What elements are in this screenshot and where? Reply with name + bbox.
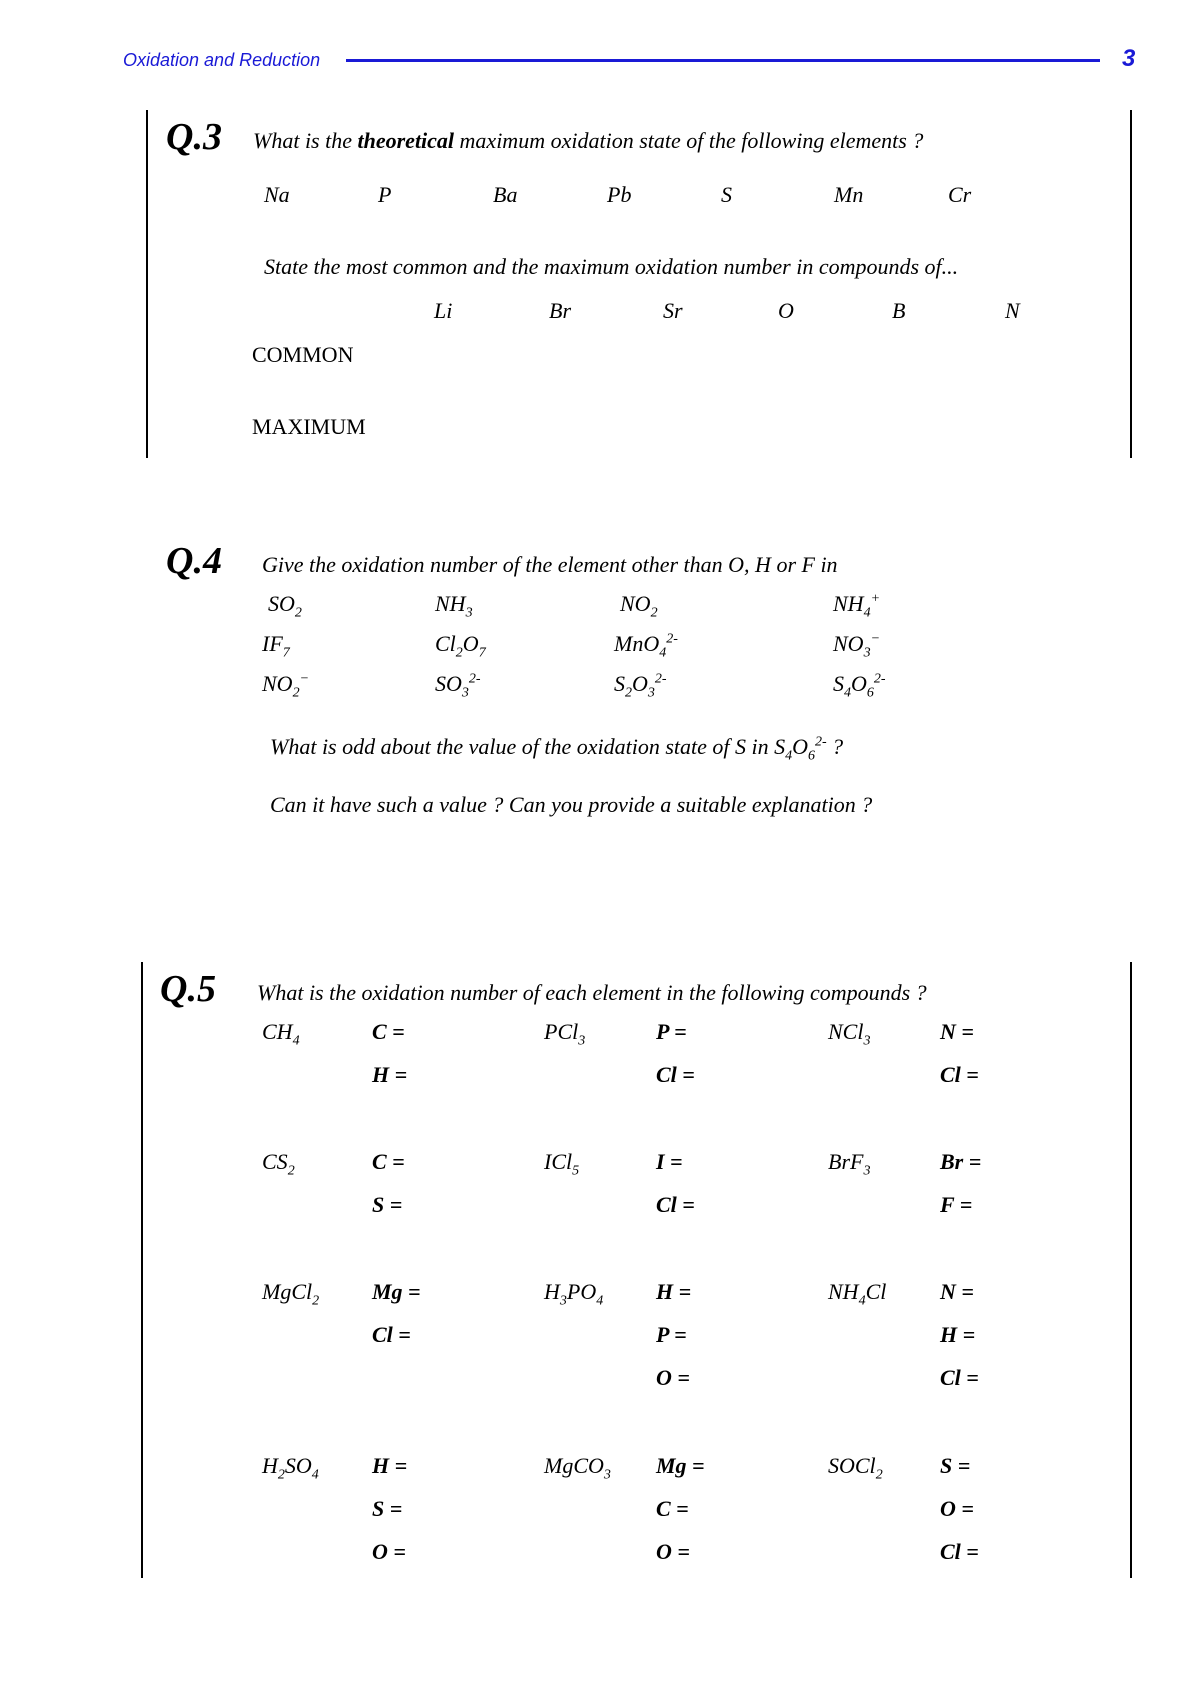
q3-instruction: State the most common and the maximum oxidation number in compounds of... [264,254,959,279]
q4-question: Give the oxidation number of the element other than O, H or F in [262,552,838,577]
q4-species-item: $NO_3^-$ [833,631,881,661]
q5-answer-label: C = [372,1019,405,1044]
q5-answer-label: O = [940,1496,974,1521]
q4-explain: Can it have such a value ? Can you provide a suitable explanation ? [270,792,873,817]
q3-right-border [1130,110,1132,458]
q4-species-item: $IF_7$ [262,631,290,661]
q4-species-item: $NO_2$ [620,591,658,621]
q5-compound-formula: SOCl$_2$ [828,1453,883,1483]
q5-compound-formula: BrF$_3$ [828,1149,871,1179]
q5-compound-formula: $H_2SO_4$ [262,1453,319,1483]
q4-species-item: $SO_2$ [268,591,302,621]
q5-answer-label: H = [656,1279,692,1304]
q3-element-p: P [378,182,392,207]
q3-element-n: N [1005,298,1020,323]
q4-species-item: $NO_2^-$ [262,671,310,701]
q3-left-border [146,110,148,458]
q4-number: Q.4 [166,540,222,582]
q5-answer-label: Cl = [940,1365,979,1390]
q5-answer-label: Cl = [656,1062,695,1087]
q3-common-label: COMMON [252,342,354,367]
q5-answer-label: H = [372,1062,408,1087]
q4-species-item: $Cl_2O_7$ [435,631,486,661]
q5-answer-label: Cl = [940,1539,979,1564]
q5-answer-label: P = [656,1019,687,1044]
q3-element-br: Br [549,298,571,323]
q5-right-border [1130,962,1132,1578]
page-number: 3 [1122,45,1136,72]
header-rule [346,59,1100,62]
q5-compound-formula: PCl$_3$ [544,1019,586,1049]
q5-compound-formula: MgCl$_2$ [262,1279,320,1309]
q5-number: Q.5 [160,968,216,1010]
q5-answer-label: Mg = [372,1279,421,1304]
q5-answer-label: C = [656,1496,689,1521]
q5-answer-label: O = [656,1539,690,1564]
q3-element-sr: Sr [663,298,683,323]
q5-compound-formula: $NH_4Cl$ [828,1279,887,1309]
q5-answer-label: Br = [940,1149,982,1174]
q3-element-pb: Pb [607,182,632,207]
q5-answer-label: Cl = [372,1322,411,1347]
q4-species-item: $NH_4^+$ [833,591,881,621]
q5-answer-label: Cl = [656,1192,695,1217]
q5-compound-formula: $CH_4$ [262,1019,300,1049]
q5-compound-formula: $CS_2$ [262,1149,295,1179]
q5-answer-label: O = [372,1539,406,1564]
q3-element-o: O [778,298,794,323]
q5-compound-formula: NCl$_3$ [828,1019,871,1049]
header-title: Oxidation and Reduction [123,50,321,70]
q5-compound-formula: $H_3PO_4$ [544,1279,604,1309]
q4-species-item: MnO$_4^{2-}$ [614,631,678,661]
q5-answer-label: H = [940,1322,976,1347]
q5-answer-label: S = [372,1496,403,1521]
q5-answer-label: Mg = [656,1453,705,1478]
q4-species-item: $SO_3^{2-}$ [435,671,481,701]
q3-maximum-label: MAXIMUM [252,414,366,439]
q5-answer-label: S = [372,1192,403,1217]
q3-element-s: S [721,182,732,207]
q5-answer-label: O = [656,1365,690,1390]
q5-compound-formula: ICl$_5$ [544,1149,580,1179]
q5-answer-label: Cl = [940,1062,979,1087]
q4-species-item: $S_2O_3^{2-}$ [614,671,667,701]
q3-element-cr: Cr [948,182,972,207]
q5-question: What is the oxidation number of each element in the following compounds ? [257,980,927,1005]
q5-answer-label: N = [940,1019,974,1044]
q5-answer-label: N = [940,1279,974,1304]
q4-species-item: $NH_3$ [435,591,473,621]
q3-element-na: Na [264,182,290,207]
q4-odd-question: What is odd about the value of the oxidation state of S in $S_4O_6^{2-}$ ? [270,734,844,764]
q3-element-ba: Ba [493,182,518,207]
q4-species-item: $S_4O_6^{2-}$ [833,671,886,701]
q5-left-border [141,962,143,1578]
q5-answer-label: S = [940,1453,971,1478]
q3-number: Q.3 [166,116,222,158]
q5-answer-label: C = [372,1149,405,1174]
q3-element-li: Li [434,298,453,323]
q3-element-mn: Mn [834,182,864,207]
q5-answer-label: I = [656,1149,683,1174]
q5-compound-formula: MgCO$_3$ [544,1453,611,1483]
q5-answer-label: P = [656,1322,687,1347]
q5-answer-label: F = [940,1192,973,1217]
q3-question: What is the theoretical maximum oxidation state of the following elements ? [253,128,924,153]
q3-element-b: B [892,298,906,323]
q5-answer-label: H = [372,1453,408,1478]
